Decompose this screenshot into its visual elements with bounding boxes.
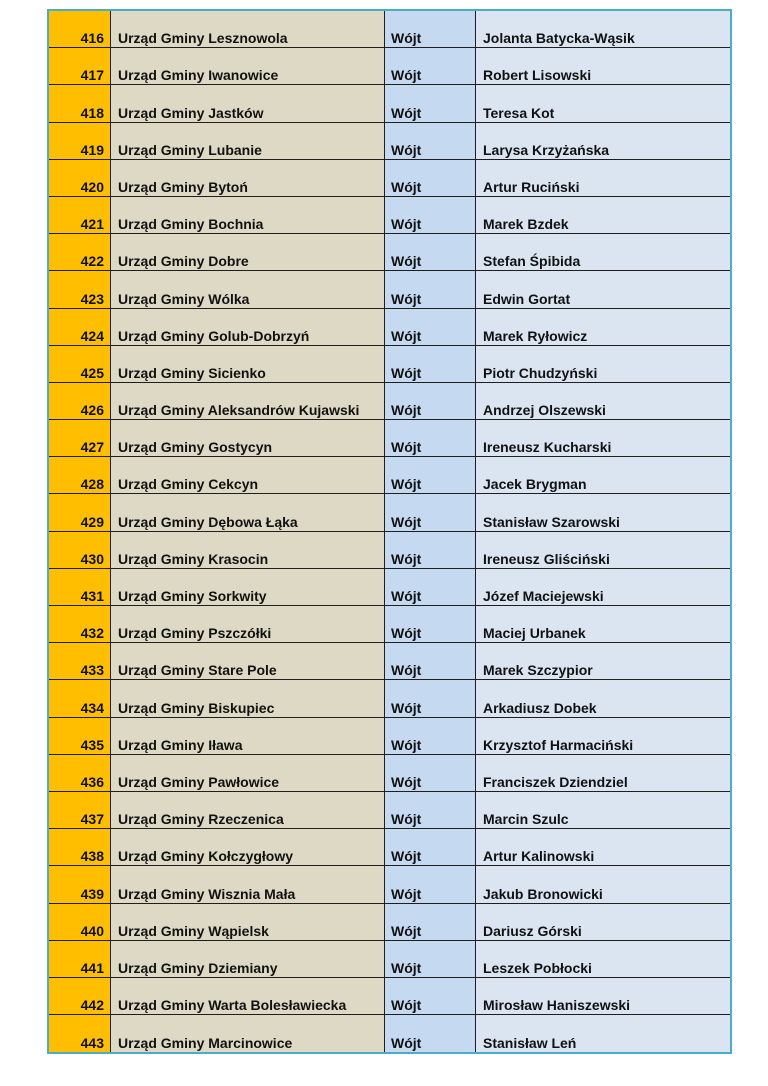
row-number-cell: 443	[49, 1015, 111, 1052]
role-cell: Wójt	[385, 420, 476, 456]
office-name-cell: Urząd Gminy Warta Bolesławiecka	[111, 978, 385, 1014]
role-cell: Wójt	[385, 532, 476, 568]
official-name-cell: Maciej Urbanek	[476, 606, 730, 642]
office-name-cell: Urząd Gminy Pawłowice	[111, 755, 385, 791]
office-name-cell: Urząd Gminy Iława	[111, 718, 385, 754]
row-number-cell: 426	[49, 383, 111, 419]
table-row	[49, 197, 730, 234]
table-row	[49, 941, 730, 978]
official-name-cell: Jacek Brygman	[476, 457, 730, 493]
table-row	[49, 123, 730, 160]
role-cell: Wójt	[385, 866, 476, 902]
table-row	[49, 160, 730, 197]
office-name-cell: Urząd Gminy Stare Pole	[111, 643, 385, 679]
table-row	[49, 457, 730, 494]
role-cell: Wójt	[385, 346, 476, 382]
row-number-cell: 434	[49, 680, 111, 716]
row-number-cell: 433	[49, 643, 111, 679]
official-name-cell: Ireneusz Gliściński	[476, 532, 730, 568]
table-row	[49, 904, 730, 941]
official-name-cell: Leszek Pobłocki	[476, 941, 730, 977]
row-number-cell: 425	[49, 346, 111, 382]
official-name-cell: Franciszek Dziendziel	[476, 755, 730, 791]
table-body	[49, 11, 730, 1052]
office-name-cell: Urząd Gminy Biskupiec	[111, 680, 385, 716]
row-number-cell: 424	[49, 309, 111, 345]
official-name-cell: Mirosław Haniszewski	[476, 978, 730, 1014]
official-name-cell: Arkadiusz Dobek	[476, 680, 730, 716]
table-row	[49, 643, 730, 680]
role-cell: Wójt	[385, 48, 476, 84]
official-name-cell: Józef Maciejewski	[476, 569, 730, 605]
office-name-cell: Urząd Gminy Wisznia Mała	[111, 866, 385, 902]
table-row	[49, 309, 730, 346]
table-row	[49, 383, 730, 420]
office-name-cell: Urząd Gminy Aleksandrów Kujawski	[111, 383, 385, 419]
office-name-cell: Urząd Gminy Jastków	[111, 85, 385, 121]
table-row	[49, 718, 730, 755]
row-number-cell: 431	[49, 569, 111, 605]
role-cell: Wójt	[385, 978, 476, 1014]
row-number-cell: 417	[49, 48, 111, 84]
role-cell: Wójt	[385, 680, 476, 716]
official-name-cell: Robert Lisowski	[476, 48, 730, 84]
row-number-cell: 423	[49, 271, 111, 307]
row-number-cell: 438	[49, 829, 111, 865]
row-number-cell: 440	[49, 904, 111, 940]
row-number-cell: 436	[49, 755, 111, 791]
role-cell: Wójt	[385, 457, 476, 493]
row-number-cell: 439	[49, 866, 111, 902]
role-cell: Wójt	[385, 829, 476, 865]
official-name-cell: Jakub Bronowicki	[476, 866, 730, 902]
office-name-cell: Urząd Gminy Iwanowice	[111, 48, 385, 84]
row-number-cell: 421	[49, 197, 111, 233]
office-name-cell: Urząd Gminy Dębowa Łąka	[111, 494, 385, 530]
official-name-cell: Dariusz Górski	[476, 904, 730, 940]
role-cell: Wójt	[385, 234, 476, 270]
table-row	[49, 792, 730, 829]
office-name-cell: Urząd Gminy Dziemiany	[111, 941, 385, 977]
row-number-cell: 442	[49, 978, 111, 1014]
official-name-cell: Piotr Chudzyński	[476, 346, 730, 382]
role-cell: Wójt	[385, 718, 476, 754]
role-cell: Wójt	[385, 309, 476, 345]
table-row	[49, 494, 730, 531]
role-cell: Wójt	[385, 11, 476, 47]
row-number-cell: 422	[49, 234, 111, 270]
table-row	[49, 48, 730, 85]
row-number-cell: 419	[49, 123, 111, 159]
office-name-cell: Urząd Gminy Pszczółki	[111, 606, 385, 642]
office-name-cell: Urząd Gminy Gostycyn	[111, 420, 385, 456]
role-cell: Wójt	[385, 941, 476, 977]
office-name-cell: Urząd Gminy Lubanie	[111, 123, 385, 159]
official-name-cell: Artur Ruciński	[476, 160, 730, 196]
officials-table	[47, 9, 732, 1054]
official-name-cell: Ireneusz Kucharski	[476, 420, 730, 456]
official-name-cell: Marek Ryłowicz	[476, 309, 730, 345]
role-cell: Wójt	[385, 569, 476, 605]
office-name-cell: Urząd Gminy Wąpielsk	[111, 904, 385, 940]
row-number-cell: 437	[49, 792, 111, 828]
official-name-cell: Larysa Krzyżańska	[476, 123, 730, 159]
table-row	[49, 606, 730, 643]
office-name-cell: Urząd Gminy Lesznowola	[111, 11, 385, 47]
table-row	[49, 234, 730, 271]
official-name-cell: Marcin Szulc	[476, 792, 730, 828]
row-number-cell: 416	[49, 11, 111, 47]
official-name-cell: Andrzej Olszewski	[476, 383, 730, 419]
table-row	[49, 829, 730, 866]
role-cell: Wójt	[385, 383, 476, 419]
office-name-cell: Urząd Gminy Bytoń	[111, 160, 385, 196]
office-name-cell: Urząd Gminy Wólka	[111, 271, 385, 307]
row-number-cell: 429	[49, 494, 111, 530]
table-row	[49, 271, 730, 308]
table-row	[49, 11, 730, 48]
role-cell: Wójt	[385, 755, 476, 791]
row-number-cell: 432	[49, 606, 111, 642]
official-name-cell: Teresa Kot	[476, 85, 730, 121]
table-row	[49, 346, 730, 383]
table-row	[49, 978, 730, 1015]
office-name-cell: Urząd Gminy Cekcyn	[111, 457, 385, 493]
role-cell: Wójt	[385, 197, 476, 233]
office-name-cell: Urząd Gminy Sicienko	[111, 346, 385, 382]
row-number-cell: 435	[49, 718, 111, 754]
role-cell: Wójt	[385, 160, 476, 196]
office-name-cell: Urząd Gminy Dobre	[111, 234, 385, 270]
role-cell: Wójt	[385, 123, 476, 159]
row-number-cell: 441	[49, 941, 111, 977]
official-name-cell: Stanisław Szarowski	[476, 494, 730, 530]
office-name-cell: Urząd Gminy Golub-Dobrzyń	[111, 309, 385, 345]
row-number-cell: 428	[49, 457, 111, 493]
role-cell: Wójt	[385, 792, 476, 828]
role-cell: Wójt	[385, 1015, 476, 1052]
official-name-cell: Marek Szczypior	[476, 643, 730, 679]
row-number-cell: 427	[49, 420, 111, 456]
table-row	[49, 569, 730, 606]
office-name-cell: Urząd Gminy Marcinowice	[111, 1015, 385, 1052]
table-row	[49, 680, 730, 717]
official-name-cell: Jolanta Batycka-Wąsik	[476, 11, 730, 47]
official-name-cell: Edwin Gortat	[476, 271, 730, 307]
official-name-cell: Artur Kalinowski	[476, 829, 730, 865]
role-cell: Wójt	[385, 85, 476, 121]
table-row	[49, 755, 730, 792]
table-row	[49, 85, 730, 122]
official-name-cell: Stanisław Leń	[476, 1015, 730, 1052]
table-row	[49, 866, 730, 903]
office-name-cell: Urząd Gminy Rzeczenica	[111, 792, 385, 828]
row-number-cell: 420	[49, 160, 111, 196]
table-row	[49, 420, 730, 457]
office-name-cell: Urząd Gminy Krasocin	[111, 532, 385, 568]
role-cell: Wójt	[385, 904, 476, 940]
role-cell: Wójt	[385, 606, 476, 642]
official-name-cell: Stefan Śpibida	[476, 234, 730, 270]
role-cell: Wójt	[385, 494, 476, 530]
table-row	[49, 1015, 730, 1052]
office-name-cell: Urząd Gminy Kołczygłowy	[111, 829, 385, 865]
official-name-cell: Marek Bzdek	[476, 197, 730, 233]
row-number-cell: 430	[49, 532, 111, 568]
official-name-cell: Krzysztof Harmaciński	[476, 718, 730, 754]
table-row	[49, 532, 730, 569]
office-name-cell: Urząd Gminy Sorkwity	[111, 569, 385, 605]
office-name-cell: Urząd Gminy Bochnia	[111, 197, 385, 233]
row-number-cell: 418	[49, 85, 111, 121]
role-cell: Wójt	[385, 271, 476, 307]
role-cell: Wójt	[385, 643, 476, 679]
